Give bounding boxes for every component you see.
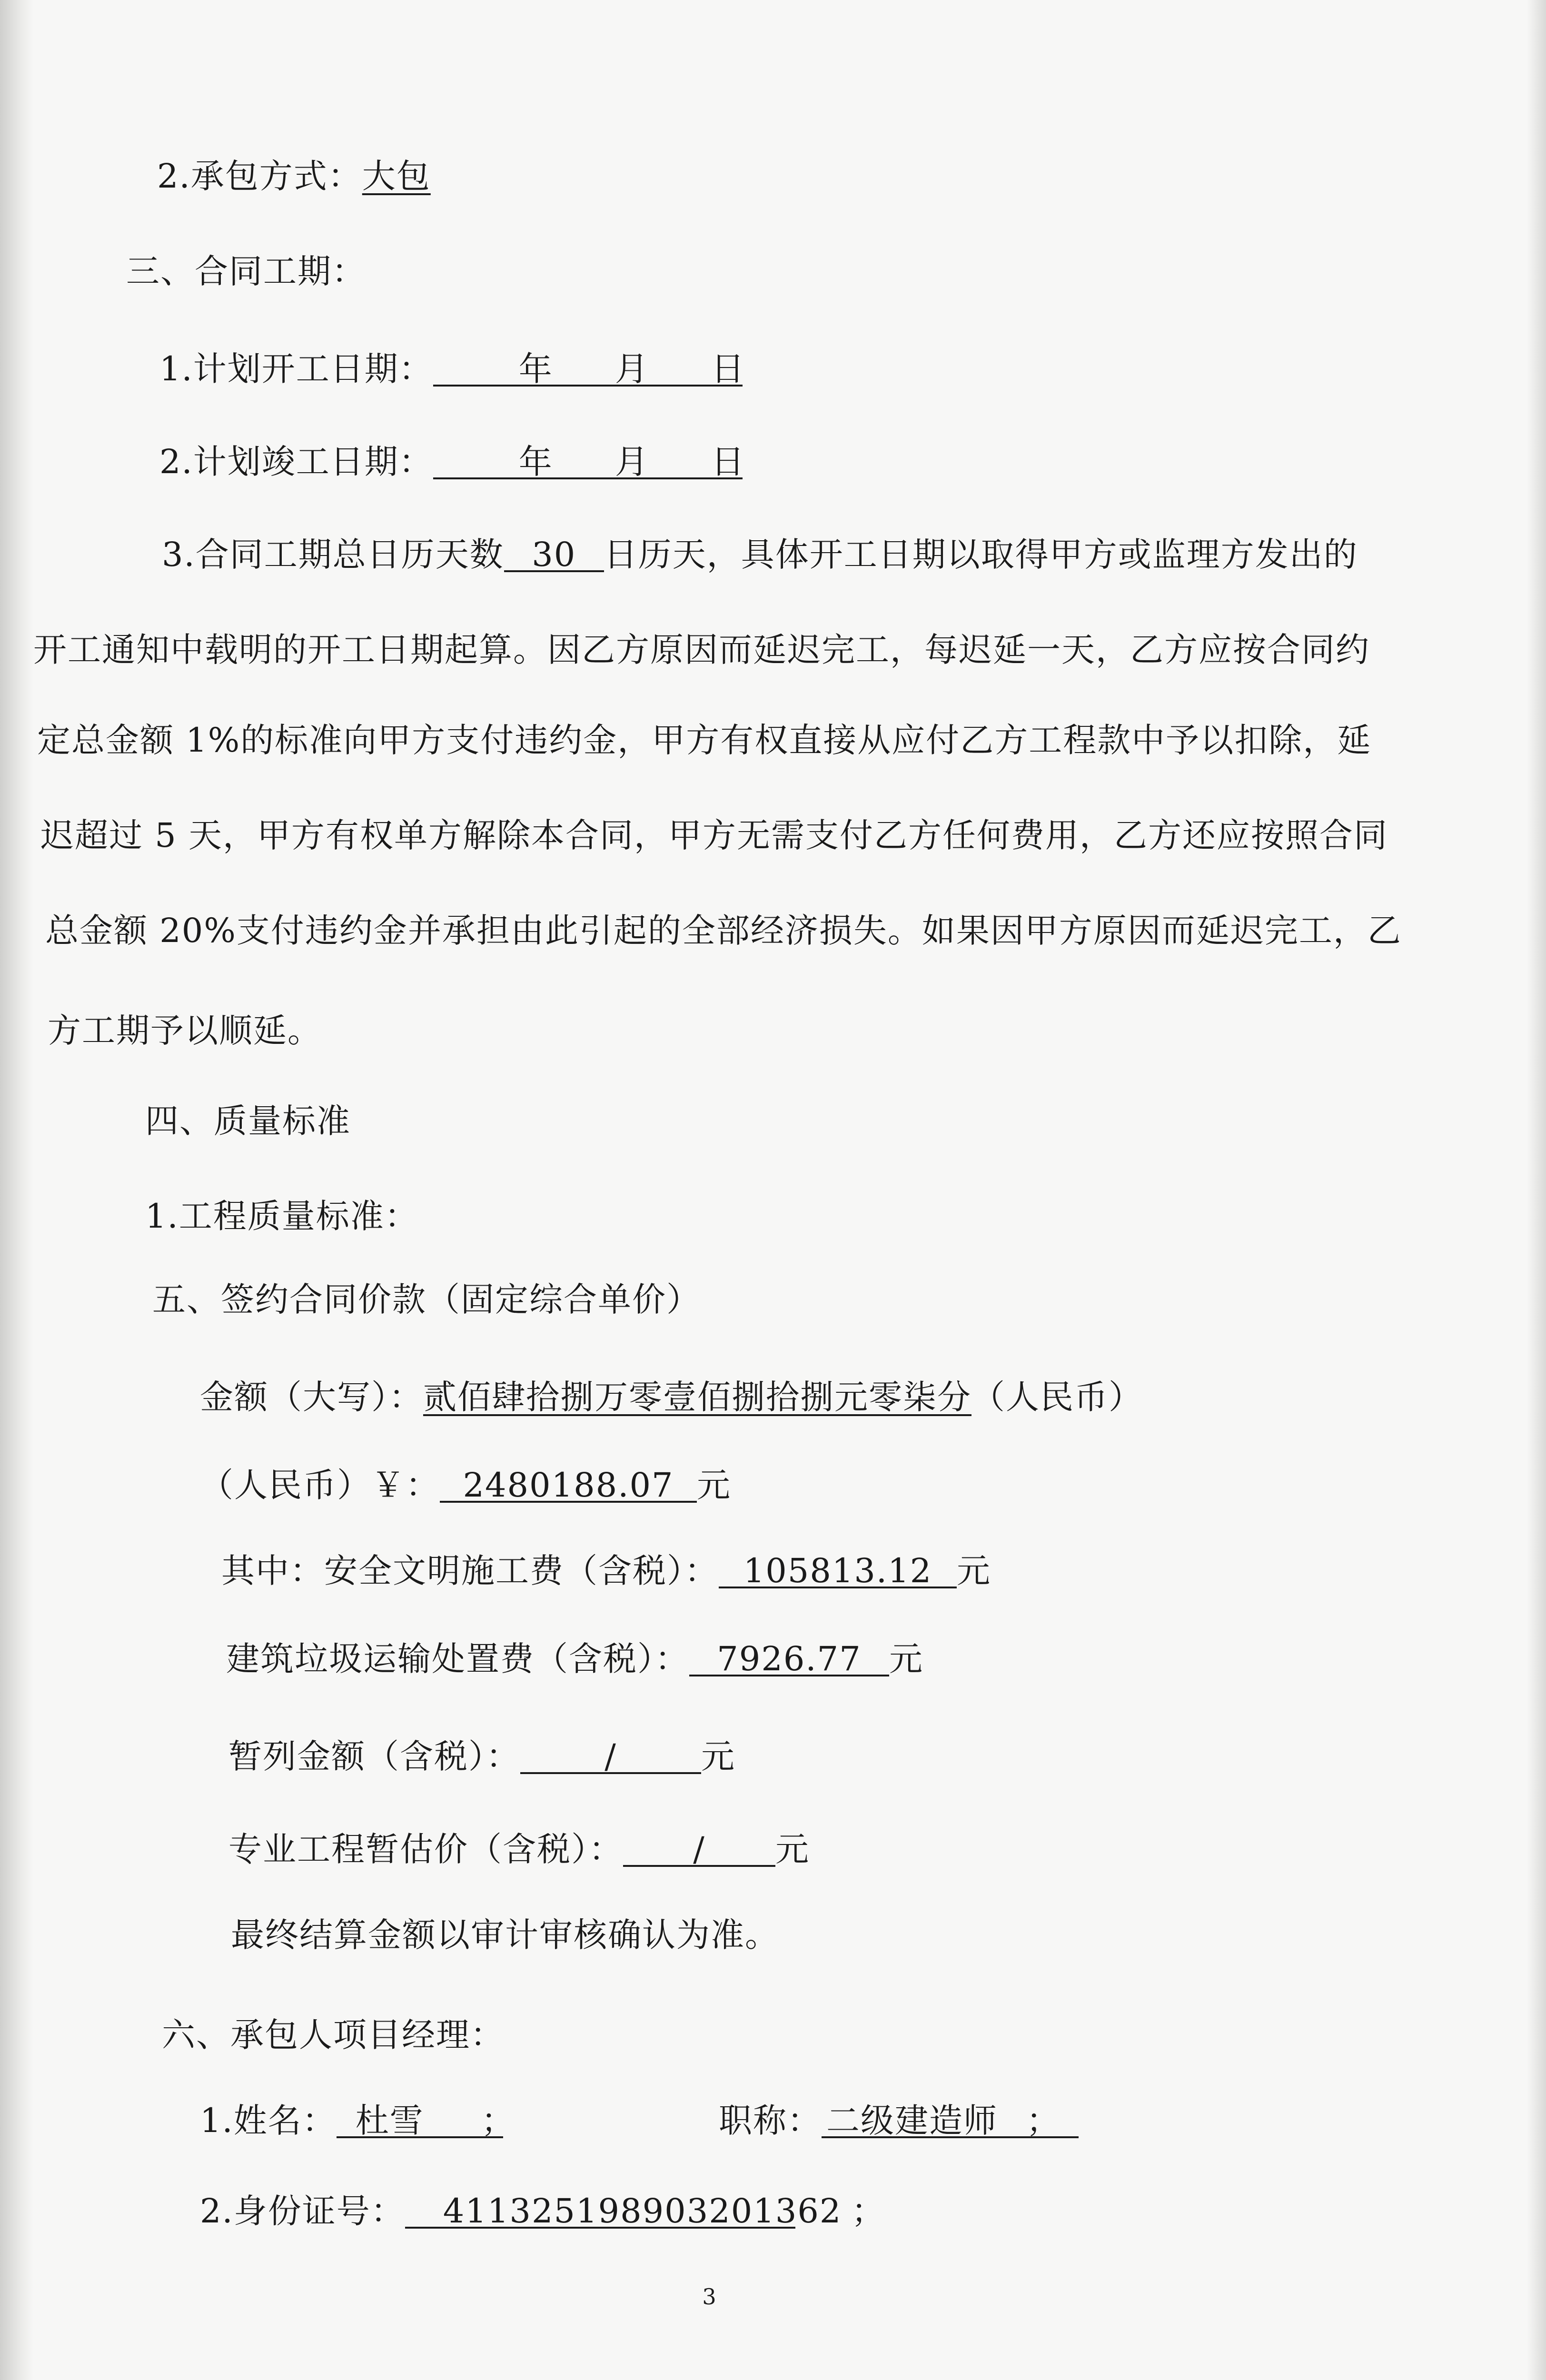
unit-yuan: 元 <box>889 1639 923 1678</box>
duration-line-1 <box>162 533 1358 576</box>
start-date-label: 1.计划开工日期： <box>159 349 433 388</box>
separator: ； <box>851 2192 886 2231</box>
waste-fee-value: 7926.77 <box>689 1637 889 1676</box>
manager-id: 411325198903201362 <box>443 2192 842 2231</box>
amount-rmb-label: （人民币）￥： <box>200 1466 440 1505</box>
manager-title-line <box>719 2099 1079 2142</box>
title-blank <box>822 2099 1079 2138</box>
manager-id-line <box>200 2190 886 2232</box>
section4-heading: 四、质量标准 <box>145 1101 351 1140</box>
amount-words-suffix: （人民币） <box>971 1378 1143 1417</box>
provisional-value: / <box>520 1735 701 1774</box>
page-edge-shadow <box>1527 0 1546 2380</box>
binding-shadow <box>0 0 33 2380</box>
unit-yuan: 元 <box>775 1830 810 1869</box>
amount-words-value: 贰佰肆拾捌万零壹佰捌拾捌元零柒分 <box>423 1378 971 1417</box>
contracting-method-label: 2.承包方式： <box>157 157 362 196</box>
month-char: 月 <box>614 349 649 388</box>
separator: ； <box>481 2101 515 2140</box>
final-settlement-note: 最终结算金额以审计审核确认为准。 <box>231 1915 779 1954</box>
year-char: 年 <box>518 442 553 481</box>
manager-name: 杜雪 <box>355 2101 424 2140</box>
duration-line-2: 开工通知中载明的开工日期起算。因乙方原因而延迟完工，每迟延一天，乙方应按合同约 <box>33 630 1370 669</box>
title-label: 职称： <box>719 2101 822 2140</box>
manager-title: 二级建造师 <box>826 2101 998 2140</box>
duration-line-6: 方工期予以顺延。 <box>48 1011 322 1050</box>
amount-words-label: 金额（大写）： <box>200 1378 423 1417</box>
duration-days: 30 <box>504 533 604 572</box>
provisional-label: 暂列金额（含税）： <box>228 1737 520 1776</box>
duration-line-5: 总金额 20%支付违约金并承担由此引起的全部经济损失。如果因甲方原因而延迟完工，乙 <box>45 911 1402 950</box>
safety-fee-line <box>221 1549 991 1592</box>
section3-heading: 三、合同工期： <box>126 252 366 291</box>
contracting-method-value: 大包 <box>362 157 431 196</box>
unit-yuan: 元 <box>697 1466 731 1505</box>
safety-fee-label: 其中：安全文明施工费（含税）： <box>221 1551 719 1590</box>
specialty-line <box>228 1828 810 1871</box>
quality-standard-line: 1.工程质量标准： <box>145 1197 419 1236</box>
contracting-method-line <box>157 155 431 198</box>
month-char: 月 <box>614 442 649 481</box>
safety-fee-value: 105813.12 <box>719 1549 957 1588</box>
waste-fee-line <box>226 1637 923 1680</box>
separator: ； <box>1026 2101 1060 2140</box>
section6-heading: 六、承包人项目经理： <box>162 2015 505 2054</box>
amount-rmb-line <box>200 1464 731 1507</box>
name-label: 1.姓名： <box>200 2101 337 2140</box>
provisional-line <box>228 1735 735 1778</box>
unit-yuan: 元 <box>957 1551 991 1590</box>
start-date-line <box>159 347 743 390</box>
day-char: 日 <box>711 442 745 481</box>
duration-line-4: 迟超过 5 天，甲方有权单方解除本合同，甲方无需支付乙方任何费用，乙方还应按照合同 <box>40 816 1388 855</box>
duration-line-3: 定总金额 1%的标准向甲方支付违约金，甲方有权直接从应付乙方工程款中予以扣除，延 <box>37 721 1372 760</box>
day-char: 日 <box>711 349 745 388</box>
name-blank <box>337 2099 515 2140</box>
unit-yuan: 元 <box>701 1737 735 1776</box>
page-number: 3 <box>702 2284 716 2310</box>
amount-rmb-value: 2480188.07 <box>440 1464 697 1503</box>
finish-date-label: 2.计划竣工日期： <box>159 442 433 481</box>
manager-name-line <box>200 2099 515 2142</box>
start-date-blank <box>433 347 743 387</box>
section5-heading: 五、签约合同价款（固定综合单价） <box>152 1280 701 1319</box>
id-blank <box>405 2190 886 2231</box>
specialty-value: / <box>623 1828 775 1867</box>
amount-words-line <box>200 1376 1143 1418</box>
id-label: 2.身份证号： <box>200 2192 405 2231</box>
year-char: 年 <box>518 349 553 388</box>
specialty-label: 专业工程暂估价（含税）： <box>228 1830 623 1869</box>
waste-fee-label: 建筑垃圾运输处置费（含税）： <box>226 1639 689 1678</box>
duration-suffix: 日历天，具体开工日期以取得甲方或监理方发出的 <box>604 535 1358 574</box>
finish-date-blank <box>433 440 743 479</box>
duration-prefix: 3.合同工期总日历天数 <box>162 535 504 574</box>
finish-date-line <box>159 440 743 483</box>
